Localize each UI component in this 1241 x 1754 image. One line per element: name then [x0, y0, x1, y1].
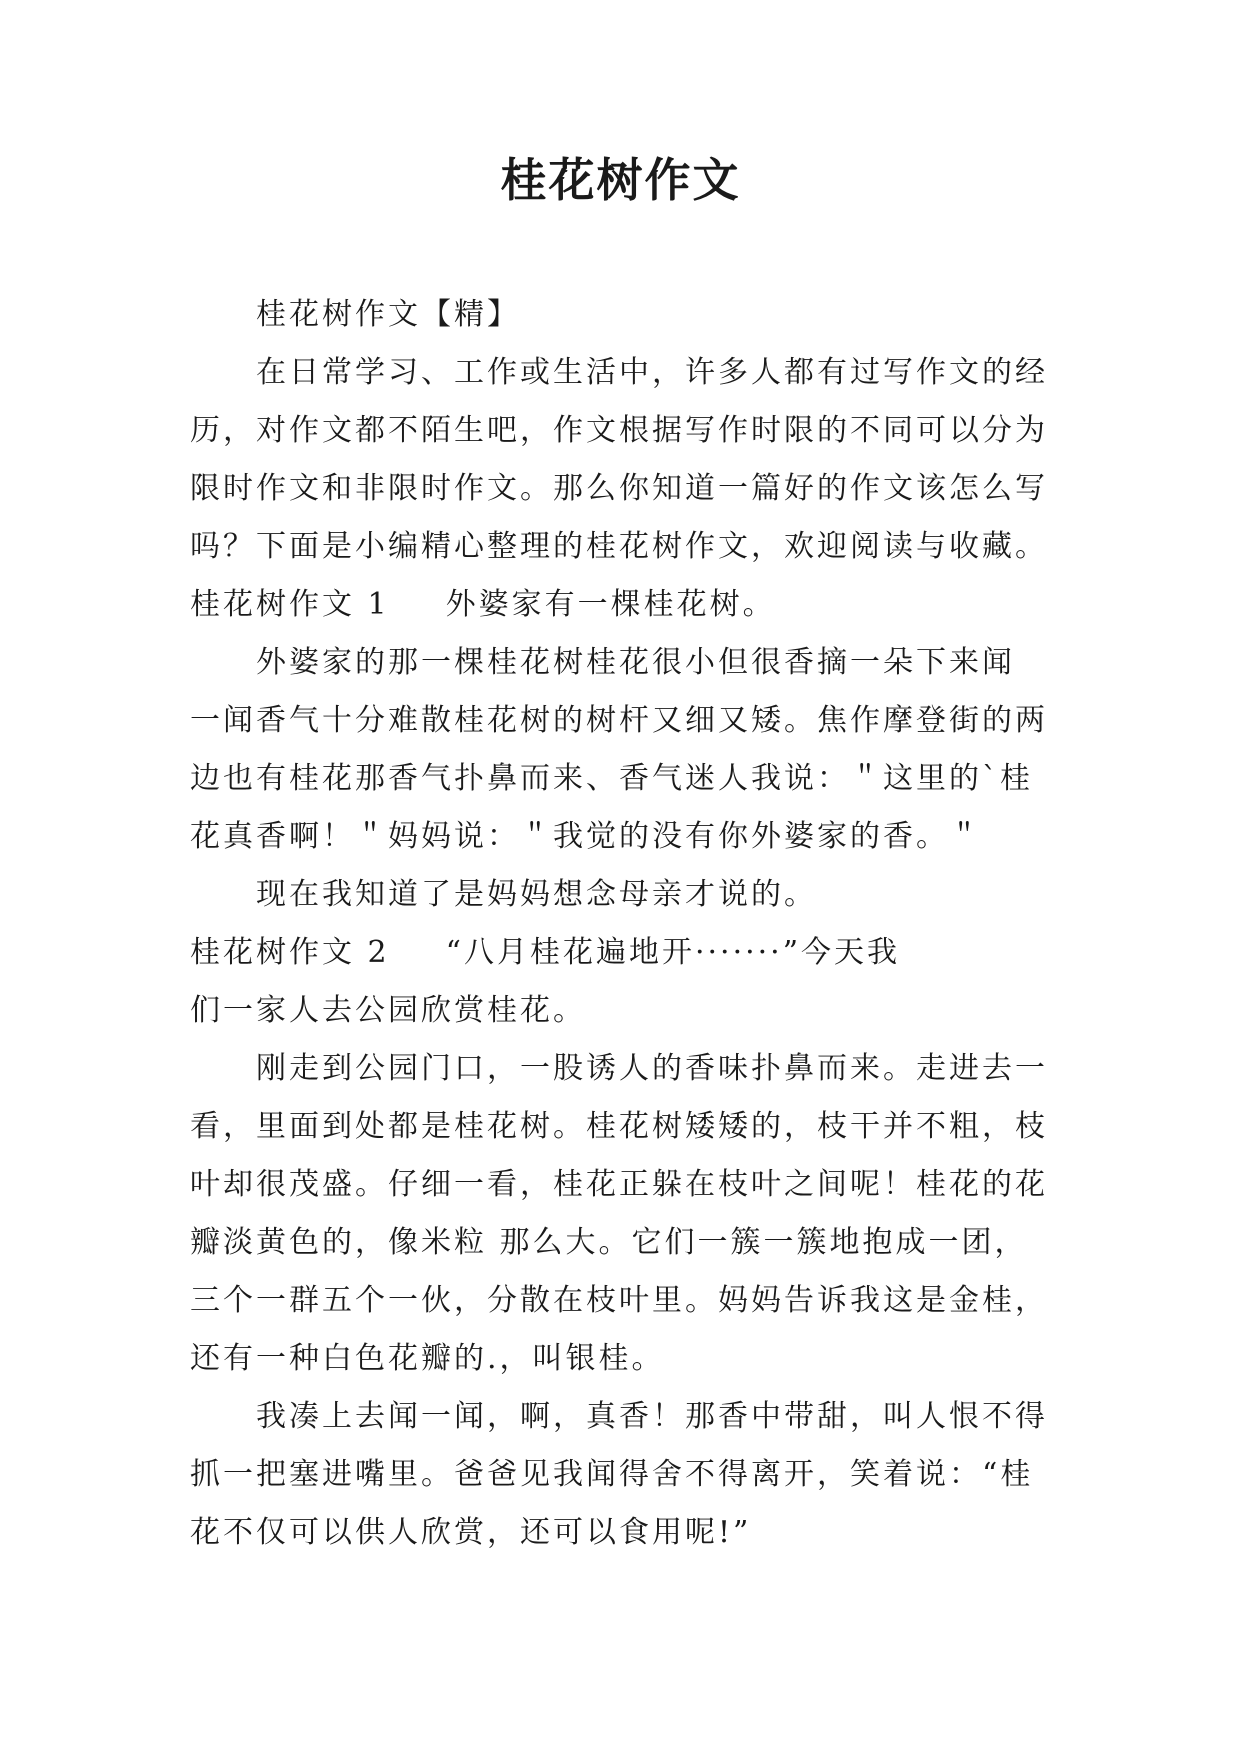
paragraph-text: 限时作文和非限时作文。那么你知道一篇好的作文该怎么写: [190, 471, 1048, 506]
text-line: [190, 344, 1050, 402]
text-line: [190, 1446, 1050, 1504]
text-line: [190, 924, 1050, 982]
paragraph-text: 边也有桂花那香气扑鼻而来、香气迷人我说：＂这里的`桂: [190, 761, 1033, 796]
text-line: [190, 1098, 1050, 1156]
paragraph-text: 桂花树作文【精】: [256, 297, 520, 332]
paragraph-text: 在日常学习、工作或生活中，许多人都有过写作文的经: [256, 355, 1048, 390]
text-line: [190, 1272, 1050, 1330]
paragraph-text: 外婆家有一棵桂花树。: [445, 587, 776, 622]
text-line: [190, 518, 1050, 576]
paragraph-text: 叶却很茂盛。仔细一看，桂花正躲在枝叶之间呢！桂花的花: [190, 1167, 1048, 1202]
text-line: [190, 460, 1050, 518]
text-line: [190, 692, 1050, 750]
paragraph-text: 一闻香气十分难散桂花树的树杆又细又矮。焦作摩登街的两: [190, 703, 1048, 738]
paragraph-text: 们一家人去公园欣赏桂花。: [190, 993, 586, 1028]
text-line: [190, 286, 1050, 344]
paragraph-text: 三个一群五个一伙，分散在枝叶里。妈妈告诉我这是金桂，: [190, 1283, 1048, 1318]
paragraph-text: 外婆家的那一棵桂花树桂花很小但很香摘一朵下来闻: [256, 645, 1015, 680]
paragraph-text: “八月桂花遍地开·······”今天我: [445, 935, 901, 970]
paragraph-text: 吗？下面是小编精心整理的桂花树作文，欢迎阅读与收藏。: [190, 529, 1048, 564]
text-line: [190, 1040, 1050, 1098]
text-line: [190, 1388, 1050, 1446]
document-body: [190, 286, 1050, 1562]
text-line: [190, 634, 1050, 692]
paragraph-text: 刚走到公园门口，一股诱人的香味扑鼻而来。走进去一: [256, 1051, 1048, 1086]
text-line: [190, 1214, 1050, 1272]
text-line: [190, 576, 1050, 634]
paragraph-text: 抓一把塞进嘴里。爸爸见我闻得舍不得离开，笑着说：“桂: [190, 1457, 1034, 1492]
text-line: [190, 1504, 1050, 1562]
paragraph-text: 花真香啊！＂妈妈说：＂我觉的没有你外婆家的香。＂: [190, 819, 982, 854]
paragraph-text: 历，对作文都不陌生吧，作文根据写作时限的不同可以分为: [190, 413, 1048, 448]
paragraph-text: 花不仅可以供人欣赏，还可以食用呢!”: [190, 1515, 752, 1550]
section-heading: 桂花树作文 2: [190, 935, 390, 970]
document-title: 桂花树作文: [500, 153, 741, 207]
section-heading: 桂花树作文 1: [190, 587, 390, 622]
text-line: [190, 982, 1050, 1040]
text-line: [190, 750, 1050, 808]
text-line: [190, 402, 1050, 460]
text-line: [190, 866, 1050, 924]
paragraph-text: 瓣淡黄色的，像米粒 那么大。它们一簇一簇地抱成一团，: [190, 1225, 1028, 1260]
text-line: [190, 1330, 1050, 1388]
paragraph-text: 现在我知道了是妈妈想念母亲才说的。: [256, 877, 817, 912]
paragraph-text: 还有一种白色花瓣的.，叫银桂。: [190, 1341, 665, 1376]
text-line: [190, 808, 1050, 866]
paragraph-text: 我凑上去闻一闻，啊，真香！那香中带甜，叫人恨不得: [256, 1399, 1048, 1434]
paragraph-text: 看，里面到处都是桂花树。桂花树矮矮的，枝干并不粗，枝: [190, 1109, 1048, 1144]
text-line: [190, 1156, 1050, 1214]
